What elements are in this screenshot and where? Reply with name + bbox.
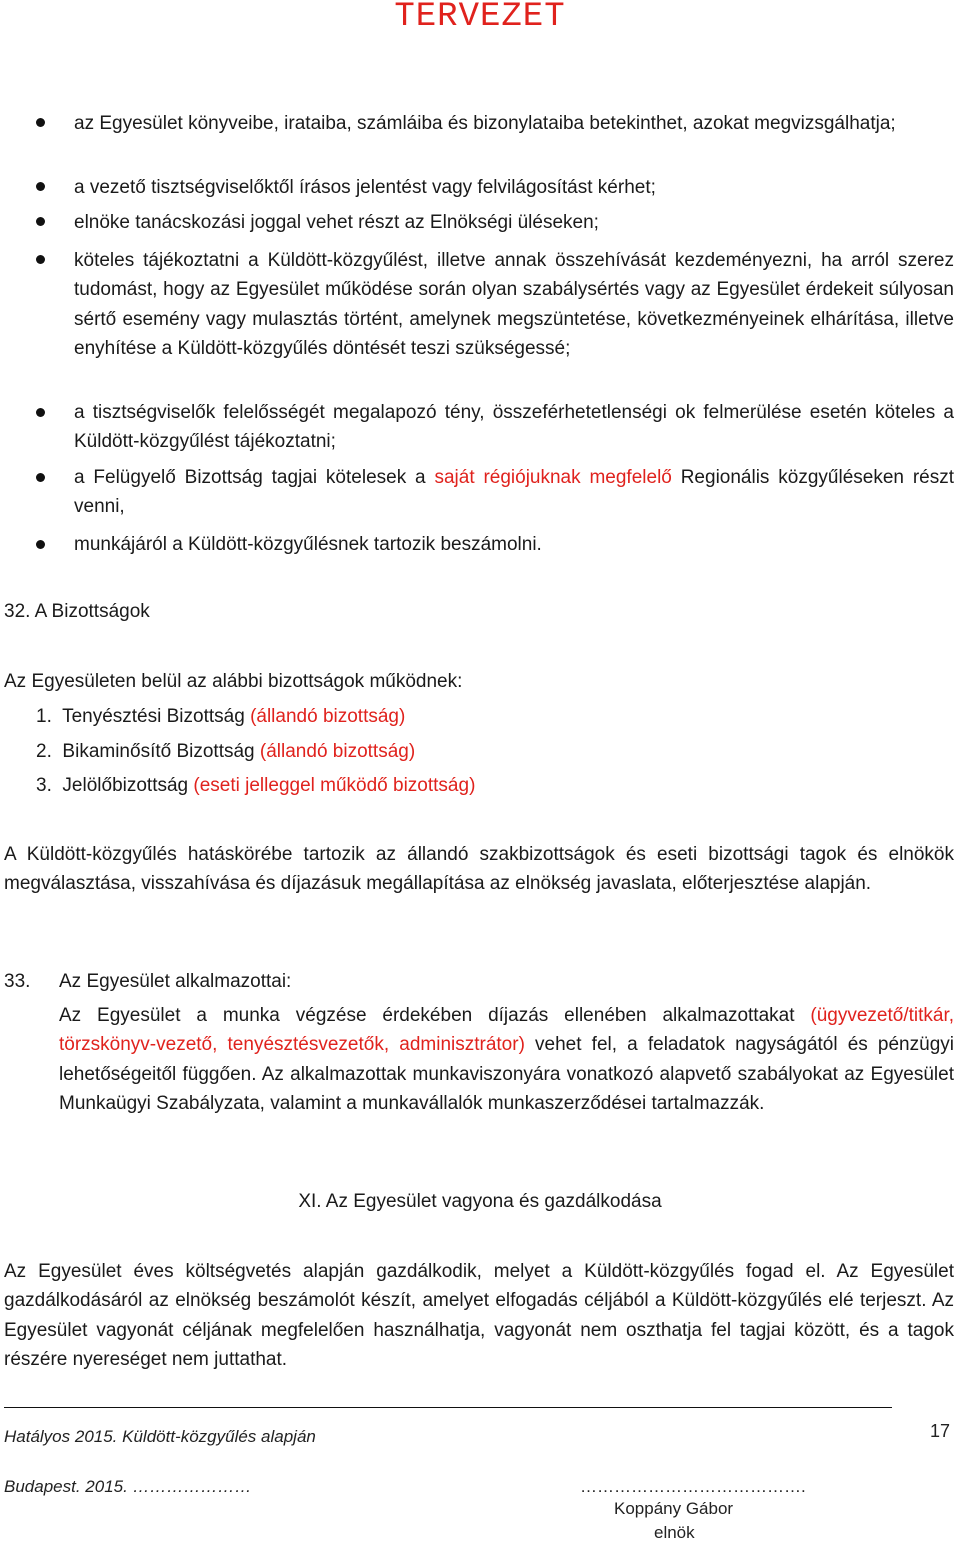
assets-paragraph: Az Egyesület éves költségvetés alapján gazdálkodik, melyet a Küldött-közgyűlés fogad el. Az Egyesület gazdálkodásáról az elnökség beszámolót készít, amelyet elfogadás céljából a Küldött-közgyűlés elé terjeszt. Az Egyesület vagyonát céljának megfelelően használhatja, vagyonát nem oszthatja fel tagjai között, és a tagok részére nyereséget nem juttathat. xyxy=(4,1261,954,1370)
item-number: 1. xyxy=(36,706,52,727)
bullet-dot xyxy=(36,255,45,264)
place-date: Budapest. 2015. ………………… xyxy=(4,1477,252,1496)
item-number: 2. xyxy=(36,741,52,762)
footer-divider xyxy=(4,1407,892,1408)
bullet-dot xyxy=(36,408,45,417)
list-item-text: munkájáról a Küldött-közgyűlésnek tartozik beszámolni. xyxy=(74,534,542,555)
committee-note: (állandó bizottság) xyxy=(259,741,416,762)
section-33-number: 33. xyxy=(4,971,31,992)
draft-watermark: TERVEZET xyxy=(394,0,566,36)
list-item-text: köteles tájékoztatni a Küldött-közgyűlést, illetve annak összehívását kezdeményezni, ha arról szerez tudomást, hogy az Egyesület működése során olyan szabálysértés vagy az Egyesület érdekeit súlyosan sértő esemény vagy mulasztás történt, amelynek megszüntetése, következményeinek elhárítása, illetve enyhítése a Küldött-közgyűlés döntését teszi szükségessé; xyxy=(74,250,954,359)
list-item-text: a Felügyelő Bizottság tagjai kötelesek a saját régiójuknak megfelelő Regionális közgyűléseken részt venni, xyxy=(74,467,954,518)
committee-note: (állandó bizottság) xyxy=(250,706,406,727)
bullet-dot xyxy=(36,217,45,226)
committees-paragraph: A Küldött-közgyűlés hatáskörébe tartozik az állandó szakbizottságok és eseti bizottsági tagok és elnökök megválasztása, visszahívása és díjazásuk megállapítása az elnökség javaslata, előterjesztése alapján. xyxy=(4,844,954,895)
list-item-text: a tisztségviselők felelősségét megalapozó tény, összeférhetetlenségi ok felmerülése esetén köteles a Küldött-közgyűlést tájékoztatni; xyxy=(74,402,954,453)
signature-line: …………………………………. xyxy=(580,1477,806,1496)
page-number: 17 xyxy=(930,1421,951,1441)
section-32-heading: 32. A Bizottságok xyxy=(4,601,150,622)
committees-intro: Az Egyesületen belül az alábbi bizottságok működnek: xyxy=(4,671,463,692)
signer-name: Koppány Gábor xyxy=(614,1499,734,1518)
committee-name: Tenyésztési Bizottság xyxy=(62,706,245,727)
validity-note: Hatályos 2015. Küldött-közgyűlés alapján xyxy=(4,1427,316,1446)
section-33-heading: Az Egyesület alkalmazottai: xyxy=(59,971,292,992)
highlighted-text: (ügyvezető/titkár, törzskönyv-vezető, tenyésztésvezetők, adminisztrátor) xyxy=(59,1005,954,1056)
list-item xyxy=(36,740,415,764)
bullet-dot xyxy=(36,473,45,482)
committee-name: Bikaminősítő Bizottság xyxy=(62,741,255,762)
chapter-heading: XI. Az Egyesület vagyona és gazdálkodása xyxy=(298,1191,662,1212)
committee-note: (eseti jelleggel működő bizottság) xyxy=(193,775,476,796)
list-item-text: a vezető tisztségviselőktől írásos jelentést vagy felvilágosítást kérhet; xyxy=(74,177,656,198)
bullet-dot xyxy=(36,540,45,549)
highlighted-text: saját régiójuknak megfelelő xyxy=(434,467,672,488)
list-item xyxy=(36,774,475,798)
signer-title: elnök xyxy=(654,1523,695,1542)
employees-paragraph: Az Egyesület a munka végzése érdekében díjazás ellenében alkalmazottakat (ügyvezető/titkár, törzskönyv-vezető, tenyésztésvezetők, adminisztrátor) vehet fel, a feladatok nagyságától és pénzügyi lehetőségeitől függően. Az alkalmazottak munkaviszonyára vonatkozó alapvető szabályokat az Egyesület Munkaügyi Szabályzata, valamint a munkavállalók munkaszerződései tartalmazzák. xyxy=(59,1005,954,1114)
bullet-dot xyxy=(36,118,45,127)
list-item-text: az Egyesület könyveibe, irataiba, számláiba és bizonylataiba betekinthet, azokat megvizsgálhatja; xyxy=(74,113,896,134)
list-item-text: elnöke tanácskozási joggal vehet részt az Elnökségi üléseken; xyxy=(74,212,599,233)
list-item xyxy=(36,705,405,729)
bullet-dot xyxy=(36,182,45,191)
item-number: 3. xyxy=(36,775,52,796)
committee-name: Jelölőbizottság xyxy=(62,775,189,796)
